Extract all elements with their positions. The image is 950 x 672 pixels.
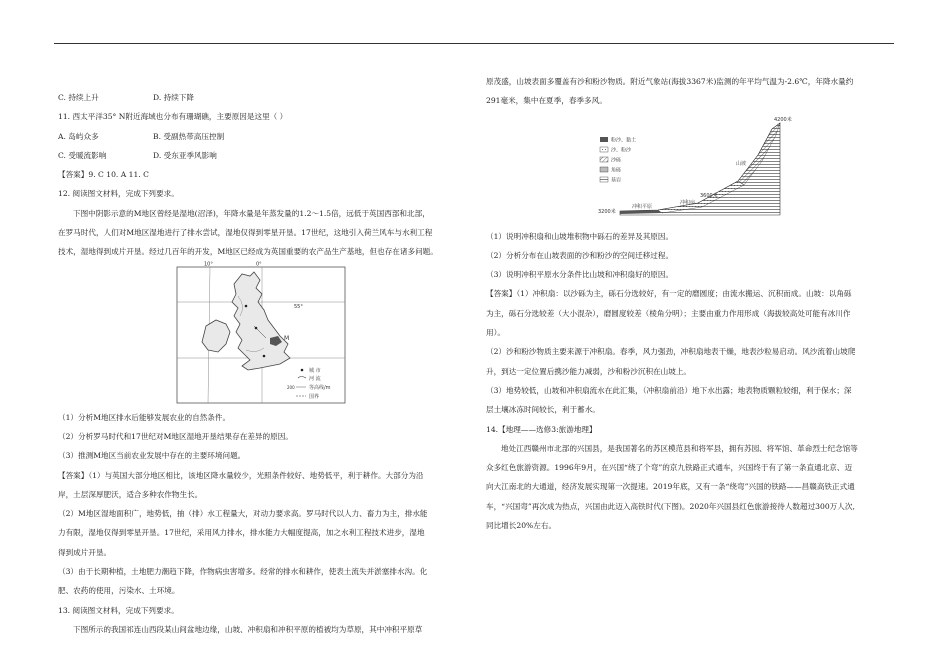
q11-options-row1 (58, 127, 463, 146)
label-plain: 冲积平原 (632, 203, 653, 210)
q14-text-5: 同比增长20%左右。 (486, 521, 557, 531)
legend-contour-value: 200 (287, 384, 295, 390)
q12-text-1: 下图中阴影示意的M地区曾经是湿地(沼泽)，年降水量是年蒸发量的1.2～1.5倍，远低于英国西部和北部， (73, 208, 430, 218)
q13-answer-3: 用）。 (486, 328, 505, 338)
q12-text-2: 在罗马时代，人们对M地区湿地进行了排水尝试，湿地仅得到零星开垦。17世纪，这地引入荷兰风车与水利工程 (58, 228, 433, 238)
q13-question-1: （1）说明冲积扇和山坡堆积物中砾石的差异及其原因。 (486, 231, 674, 241)
q12-answer-4: 力有限，湿地仅得到零星开垦。17世纪，采用风力排水，排水能力大幅度提高，加之水利工程技术进步，湿地 (58, 528, 425, 538)
profile-legend (600, 136, 636, 183)
q13-answer-5: 升，到达一定位置后携沙能力减弱，沙和粉沙沉积在山坡上。 (486, 366, 692, 376)
city-dot (245, 304, 248, 307)
legend-bedrock: 基岩 (611, 177, 622, 184)
elev-mid-label: 3600米 (700, 192, 718, 199)
q11-option-d: D. 受东亚季风影响 (153, 150, 217, 160)
q12-answer-3: （2）M地区湿地面积广，地势低，抽（排）水工程量大，对动力要求高。罗马时代以人力、畜力为主，排水能 (58, 509, 428, 519)
q12-answer-1: 【答案】（1）与英国大部分地区相比，该地区降水量较少，光照条件较好、地势低平，利于耕作。大部分为沿 (58, 470, 424, 480)
slope-profile-svg (598, 115, 798, 221)
q12-answer-6: （3）由于长期种植，土地肥力潮趋下降，作物病虫害增多。经常的排水和耕作，使表土流失并淤塞排水沟。化 (58, 567, 428, 577)
q11-option-c: C. 受暖流影响 (58, 150, 107, 160)
q11-stem: 11. 西太平洋35° N附近海域也分布有珊瑚礁，主要原因是这里（ ） (58, 112, 288, 122)
q13-stem: 13. 阅读图文材料，完成下列要求。 (58, 605, 179, 615)
lat-label-55: 55° (294, 303, 303, 310)
elev-base-label: 3200米 (598, 208, 616, 215)
q12-answer-2: 岸，土层深厚肥沃，适合多种农作物生长。 (58, 489, 203, 499)
legend-gravel: 沙砾 (611, 157, 622, 164)
legend-sand-silt: 沙、粉沙 (611, 147, 632, 154)
q12-answer-5: 得到成片开垦。 (58, 547, 112, 557)
q13-question-2: （2）分析分布在山坡表面的沙和粉沙的空间迁移过程。 (486, 250, 674, 260)
city-dot (263, 354, 266, 357)
q13-answer-7: 层土壤冰冻时间较长，利于蓄水。 (486, 405, 600, 415)
q13-answer-4: （2）沙和粉沙物质主要来源于冲积扇。春季，风力强劲，冲积扇地表干燥，地表沙粒易启动。风沙流着山坡爬 (486, 347, 856, 357)
q13-cont-1: 原茂盛，山坡表面多覆盖有沙和粉沙物质。附近气象站(海拔3367米)监测的年平均气温为-2.6℃，年降水量约 (486, 77, 854, 86)
legend-contour: 等高线/m (309, 384, 331, 391)
answer-9-11: 【答案】9. C 10. A 11. C (58, 170, 149, 180)
q12-question-3: （3）推测M地区当前农业发展中存在的主要环境问题。 (58, 451, 246, 461)
label-fan: 冲积扇 (680, 199, 696, 206)
uk-map-svg (176, 261, 346, 404)
legend-border: 国界 (309, 393, 320, 400)
q13-answer-6: （3）地势较低，山坡和冲积扇流水在此汇集，（冲积扇前沿）地下水出露；地表物质颗粒较细，利于保水；深 (486, 385, 852, 395)
q14-text-2: 众多红色旅游资源。1996年9月，在兴国“绕了个弯”的京九铁路正式通车，兴国终于有了第一条直通北京、迈 (486, 463, 853, 473)
q13-answer-2: 为主，砾石分选较差（大小混杂），磨圆度较差（棱角分明）；主要由重力作用形成（海拔较高处可能有冰川作 (486, 308, 851, 318)
m-region-label: M (284, 334, 290, 342)
q12-answer-7: 肥、农药的使用，污染水、土环境。 (58, 586, 180, 596)
q13-text-start: 下图所示的我国祁连山西段某山间盆地边缘，山坡、冲积扇和冲积平原的植被均为草原，其中冲积平原草 (73, 624, 423, 634)
slope-profile-figure (598, 115, 798, 221)
q12-stem: 12. 阅读图文材料，完成下列要求。 (58, 189, 179, 199)
q10-options (58, 88, 463, 107)
q11-options-row2 (58, 146, 463, 165)
q14-text-1: 地处江西赣州市北部的兴国县，是我国著名的苏区模范县和将军县，拥有苏园、将军馆、革命烈士纪念馆等 (501, 443, 858, 453)
legend-breccia: 角砾 (611, 167, 622, 174)
city-dot (255, 326, 258, 329)
left-column (58, 88, 463, 639)
q12-question-2: （2）分析罗马时代和17世纪对M地区湿地开垦结果存在差异的原因。 (58, 431, 293, 441)
q12-text-3: 技术，湿地得到成片开垦。经过几百年的开发，M地区已经成为英国重要的农产品生产基地，但也存在诸多问题。 (58, 247, 438, 257)
right-column (486, 72, 894, 535)
lon-label-0: 0° (256, 261, 262, 268)
q10-option-d: D. 持续下降 (153, 93, 195, 102)
q13-cont-2: 291毫米，集中在夏季，春季多风。 (486, 96, 607, 106)
q14-text-3: 向大江南北的大通道，经济发展实现第一次提速。2019年底，又有一条“绕弯”兴国的铁路——昌赣高铁正式通 (486, 482, 855, 492)
elev-top-label: 4200米 (774, 116, 792, 123)
q14-text-4: 车，“兴国弯”再次成为热点，兴国由此迈入高铁时代(下图)。2020年兴国县红色旅游接待人数超过300万人次, (486, 501, 855, 511)
q11-option-b: B. 受副热带高压控制 (153, 131, 225, 141)
lon-label-10: 10° (204, 261, 213, 268)
legend-silt-clay: 粉沙、黏土 (611, 137, 637, 144)
legend-river: 河 流 (309, 375, 321, 382)
legend-city: 城 市 (309, 367, 321, 374)
header-rule (54, 43, 894, 44)
q12-question-1: （1）分析M地区排水后能够发展农业的自然条件。 (58, 412, 231, 422)
label-slope: 山坡 (736, 160, 747, 167)
q11-option-a: A. 岛屿众多 (58, 131, 99, 141)
uk-map-figure (176, 261, 346, 404)
q13-answer-1: 【答案】（1）冲积扇：以沙砾为主，砾石分选较好，有一定的磨圆度；由流水搬运、沉积而成。山坡：以角砾 (486, 289, 852, 299)
q13-question-3: （3）说明冲积平原水分条件比山坡和冲积扇好的原因。 (486, 270, 674, 280)
q10-option-c: C. 持续上升 (58, 93, 99, 102)
q14-heading: 14.【地理——选修3:旅游地理】 (486, 424, 597, 434)
